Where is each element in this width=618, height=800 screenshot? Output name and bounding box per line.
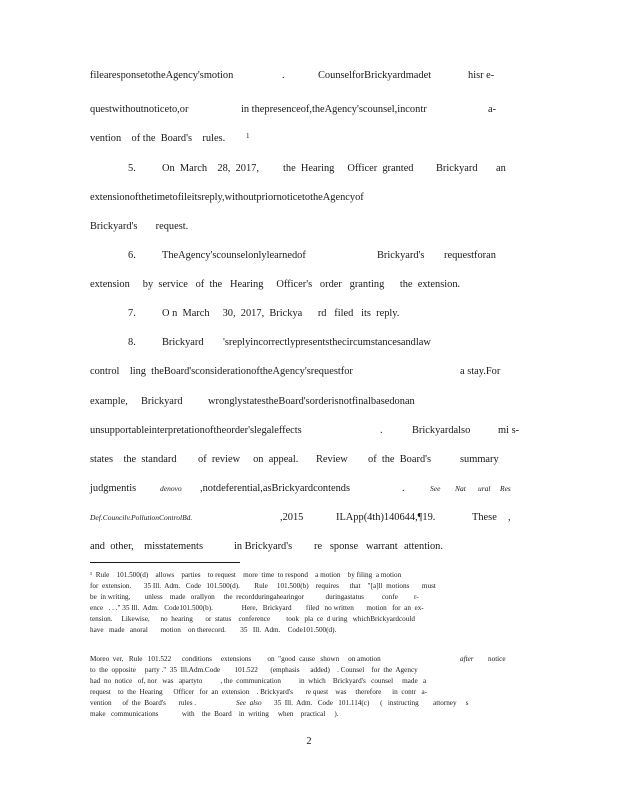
text-segment: 'sreplyincorrectlypresentsthecircumstancesandlaw [223, 337, 431, 348]
footnote-line [90, 655, 506, 664]
text-segment: judgmentis [90, 483, 137, 494]
text-segment: re sponse warrant [314, 541, 398, 552]
footnote-line: be in writing, unless made orallyon the recordduringahearingor duringastatus confe r- [90, 593, 419, 601]
paragraph-number: 7. [128, 308, 136, 319]
paragraph-number: 5. [128, 163, 136, 174]
text-segment: Review [316, 454, 348, 465]
text-segment: Res [500, 484, 511, 493]
text-segment: in thepresenceof,theAgency'scounsel,incontr [241, 104, 427, 115]
text-segment: after [460, 655, 474, 663]
text-segment: extensionofthetimetofileitsreply,withoutpriornoticetotheAgencyof [90, 192, 364, 203]
footnote-divider [90, 562, 240, 563]
footnote-line: request to the Hearing Officer for an extension . Brickyard's re quest was therefore in contr a- [90, 688, 428, 696]
footnote-line: to the opposite party ." 35 Ill.Adm.Code 101.522 (emphasis added) . Counsel for the Agency [90, 666, 418, 674]
text-segment: Nat [455, 484, 466, 493]
text-segment: unsupportableinterpretationoftheorder'slegaleffects [90, 425, 302, 436]
text-segment: ILApp(4th)140644,¶19. [336, 512, 436, 523]
text-segment: Brickyard [162, 337, 204, 348]
text-segment: ,2015 [280, 512, 304, 523]
footnote-line: tension. Likewise, no hearing or status conference took pla ce d uring whichBrickyardcould [90, 615, 415, 623]
text-segment: Brickyard [436, 163, 478, 174]
paragraph-number: 8. [128, 337, 136, 348]
text-segment: attention. [404, 541, 443, 552]
text-segment: 35 Ill. Adm. Code 101.114(c) ( instructing attorney s [274, 699, 469, 707]
footnote-line [90, 699, 469, 708]
text-segment: Brickyard [141, 396, 183, 407]
footnote-ref: 1 [246, 132, 250, 140]
text-segment: in Brickyard's [234, 541, 293, 552]
text-segment: See also [236, 699, 262, 707]
text-segment: a stay.For [460, 366, 501, 377]
text-segment: Moreo ver, Rule 101.522 conditions extensions on "good cause shown on amotion [90, 655, 381, 663]
text-segment: These [472, 512, 497, 523]
text-segment: vention of the Board's rules. [90, 133, 226, 144]
text-segment: TheAgency'scounselonlylearnedof [162, 250, 306, 261]
text-segment: example, [90, 396, 128, 407]
text-segment: O n March 30, 2017, Brickya rd filed its reply. [162, 308, 400, 319]
text-segment: notice [488, 655, 506, 663]
text-segment: extension by service of the Hearing Officer's order granting the extension. [90, 279, 461, 290]
text-segment: Brickyard's request. [90, 221, 189, 232]
footnote-line: make communications with the Board in writing when practical ). [90, 710, 339, 718]
case-citation: Def.Councilv.PollutionControlBd. [90, 513, 193, 522]
footnote-line: for extension. 35 Ill. Adm. Code 101.500(d). Rule 101.500(b) requires that "[a]ll motions must [90, 582, 436, 590]
text-segment: ural [478, 484, 491, 493]
text-segment: On March 28, 2017, [162, 163, 259, 174]
footnote-line: ¹ Rule 101.500(d) allows parties to request more time to respond a motion by filing a motion [90, 571, 402, 579]
text-segment: Brickyardalso [412, 425, 471, 436]
text-segment: mi s- [498, 425, 520, 436]
text-segment: ,notdeferential,asBrickyardcontends [200, 483, 351, 494]
text-segment: . [402, 483, 405, 494]
text-segment: a- [488, 104, 497, 115]
text-segment: an [496, 163, 506, 174]
footnote-line: have made anoral motion on therecord. 35 Ill. Adm. Code101.500(d). [90, 626, 337, 634]
text-segment: See [430, 484, 441, 493]
text-segment: vention of the Board's rules . [90, 699, 197, 707]
text-segment: . [282, 70, 285, 81]
text-segment: states the standard [90, 454, 177, 465]
footnote-line: ence . . ." 35 Ill. Adm. Code101.500(b). Here, Brickyard filed no written motion for an ex- [90, 604, 424, 612]
text-segment: Brickyard's [377, 250, 425, 261]
text-segment: CounselforBrickyardmadet [318, 70, 432, 81]
text-segment: filearesponsetotheAgency'smotion [90, 70, 234, 81]
paragraph-number: 6. [128, 250, 136, 261]
text-segment: summary [460, 454, 499, 465]
text-segment: control ling theBoard'sconsiderationoftheAgency'srequestfor [90, 366, 353, 377]
text-segment: wronglystatestheBoard'sorderisnotfinalbasedonan [208, 396, 415, 407]
text-segment: . [380, 425, 383, 436]
text-segment: of the Board's [368, 454, 432, 465]
text-segment: and other, misstatements [90, 541, 203, 552]
text-segment: the Hearing Officer granted [283, 163, 414, 174]
text-segment: hisr e- [468, 70, 495, 81]
page-number: 2 [306, 736, 312, 747]
text-segment: denovo [160, 484, 182, 493]
text-segment: questwithoutnoticeto,or [90, 104, 189, 115]
text-segment: requestforan [444, 250, 496, 261]
text-segment: of review on appeal. [198, 454, 299, 465]
text-segment: , [508, 512, 511, 523]
footnote-line: had no notice of, nor was apartyto , the communication in which Brickyard's counsel made a [90, 677, 427, 685]
